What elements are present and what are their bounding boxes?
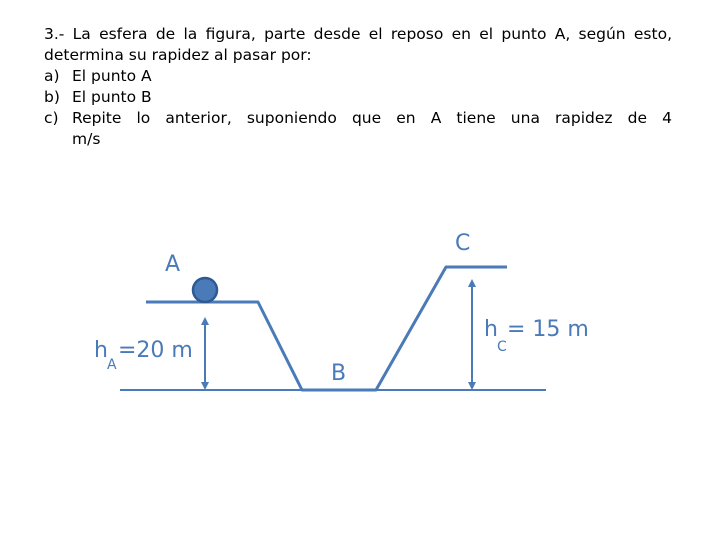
point-c-label: C bbox=[455, 231, 471, 256]
height-c-symbol: h bbox=[484, 317, 498, 342]
item-text: El punto A bbox=[72, 67, 152, 85]
point-b-label: B bbox=[331, 361, 347, 386]
item-letter: c) bbox=[44, 109, 59, 127]
height-a-symbol: h bbox=[94, 338, 108, 363]
item-letter: b) bbox=[44, 88, 60, 106]
ball bbox=[193, 278, 217, 302]
height-c-subscript: C bbox=[497, 339, 507, 355]
problem-text: 3.- La esfera de la figura, parte desde el reposo en el punto A, según esto, determina su rapidez al pasar por: bbox=[44, 25, 672, 64]
height-a-subscript: A bbox=[107, 357, 117, 373]
point-a-label: A bbox=[165, 252, 181, 277]
item-letter: a) bbox=[44, 67, 60, 85]
item-c-continuation: m/s bbox=[72, 130, 101, 148]
height-c-value: = 15 m bbox=[507, 317, 589, 342]
item-text: Repite lo anterior, suponiendo que en A tiene una rapidez de 4 bbox=[72, 109, 672, 127]
item-text: El punto B bbox=[72, 88, 152, 106]
height-a-value: =20 m bbox=[118, 338, 193, 363]
